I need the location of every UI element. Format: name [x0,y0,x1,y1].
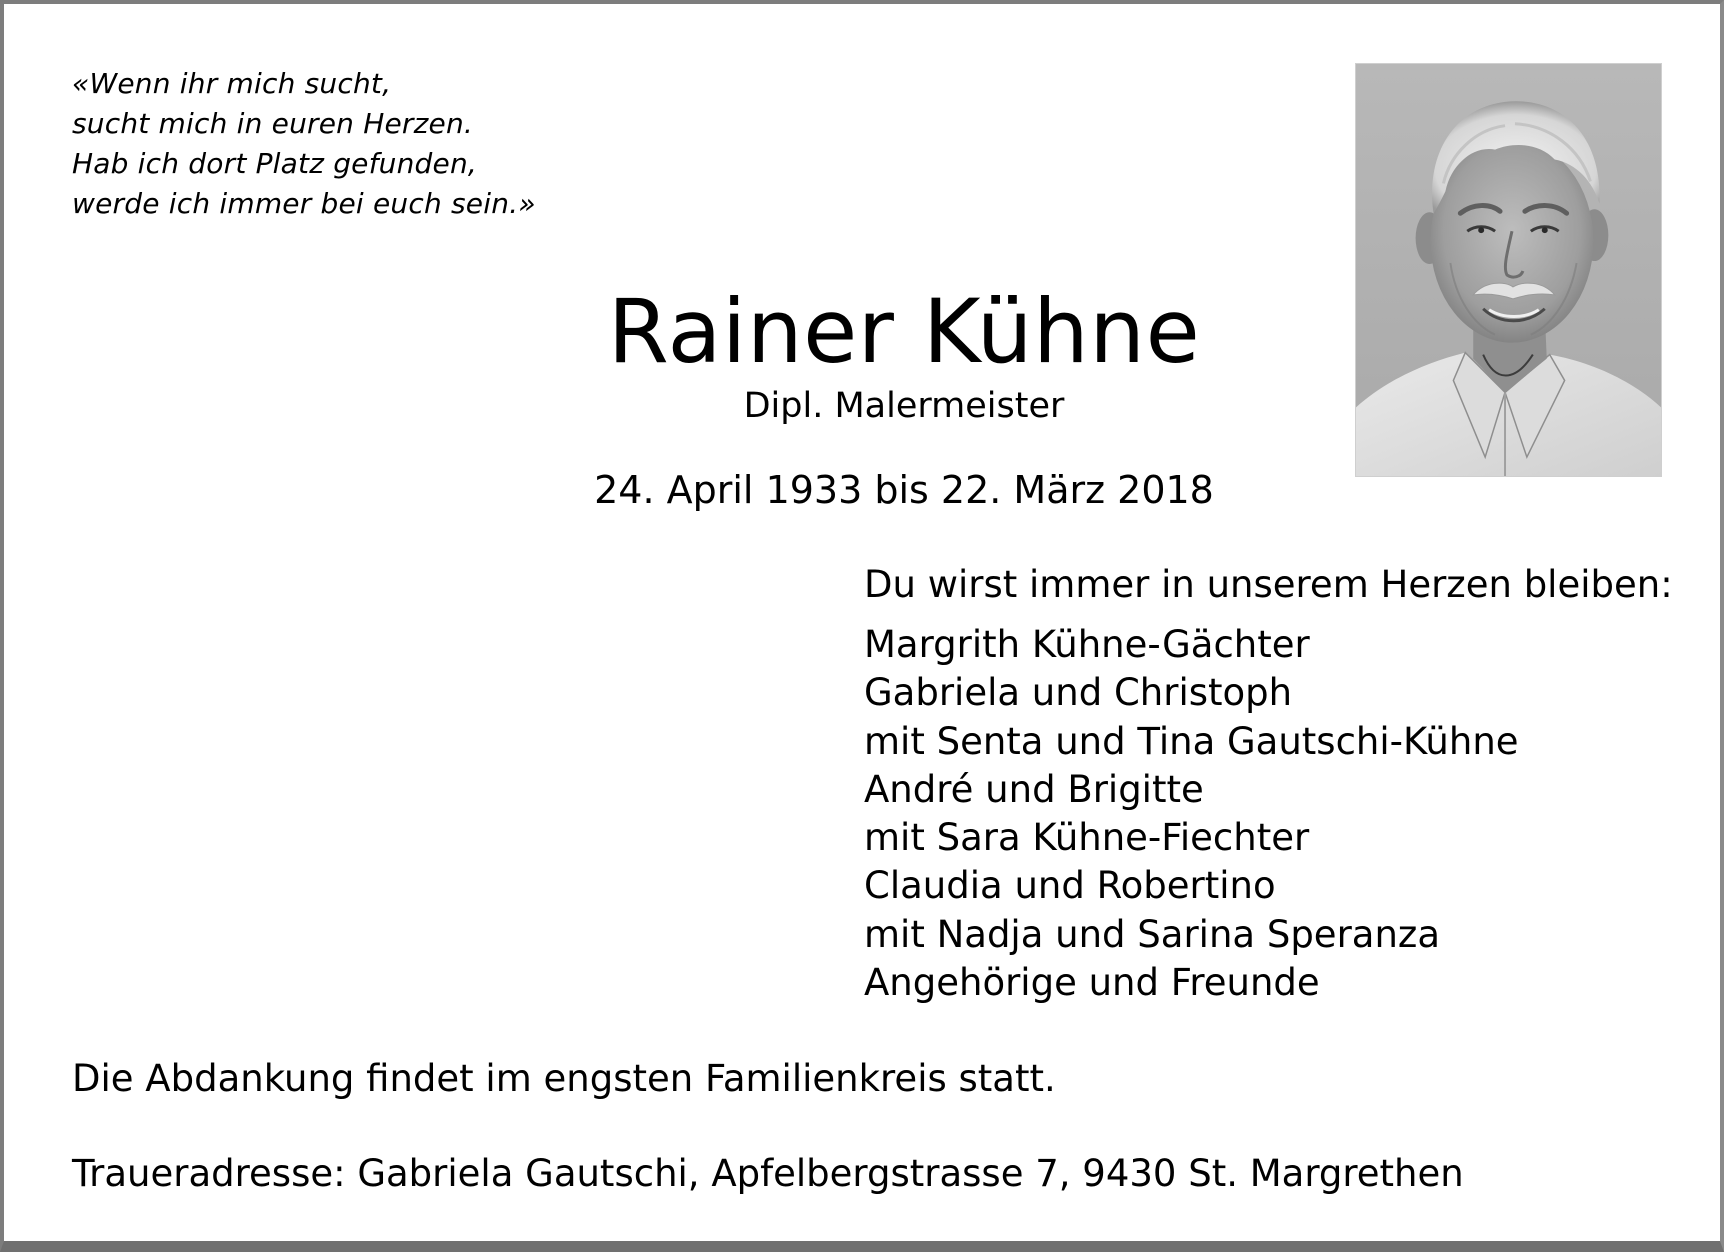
mourner-line: Angehörige und Freunde [864,961,1320,1005]
quote-line: Hab ich dort Platz gefunden, [72,147,477,180]
quote-line: werde ich immer bei euch sein.» [72,187,536,220]
life-dates: 24. April 1933 bis 22. März 2018 [594,468,1214,512]
deceased-name: Rainer Kühne [607,280,1201,383]
mourner-line: Claudia und Robertino [864,864,1276,908]
mourners-heading: Du wirst immer in unserem Herzen bleiben: [864,563,1673,606]
quote-line: sucht mich in euren Herzen. [72,107,473,140]
mourners-list [864,621,1519,1007]
mourning-address: Traueradresse: Gabriela Gautschi, Apfelbergstrasse 7, 9430 St. Margrethen [72,1152,1464,1195]
deceased-profession: Dipl. Malermeister [743,386,1065,426]
mourner-line: mit Senta und Tina Gautschi-Kühne [864,719,1519,763]
ceremony-notice: Die Abdankung findet im engsten Familienkreis statt. [72,1057,1056,1100]
mourner-line: Gabriela und Christoph [864,671,1293,715]
quote-line: «Wenn ihr mich sucht, [72,67,392,100]
mourner-line: André und Brigitte [864,767,1204,811]
mourner-line: mit Nadja und Sarina Speranza [864,912,1440,956]
memorial-quote [72,64,536,224]
mourner-line: Margrith Kühne-Gächter [864,623,1310,666]
mourner-line: mit Sara Kühne-Fiechter [864,816,1310,860]
